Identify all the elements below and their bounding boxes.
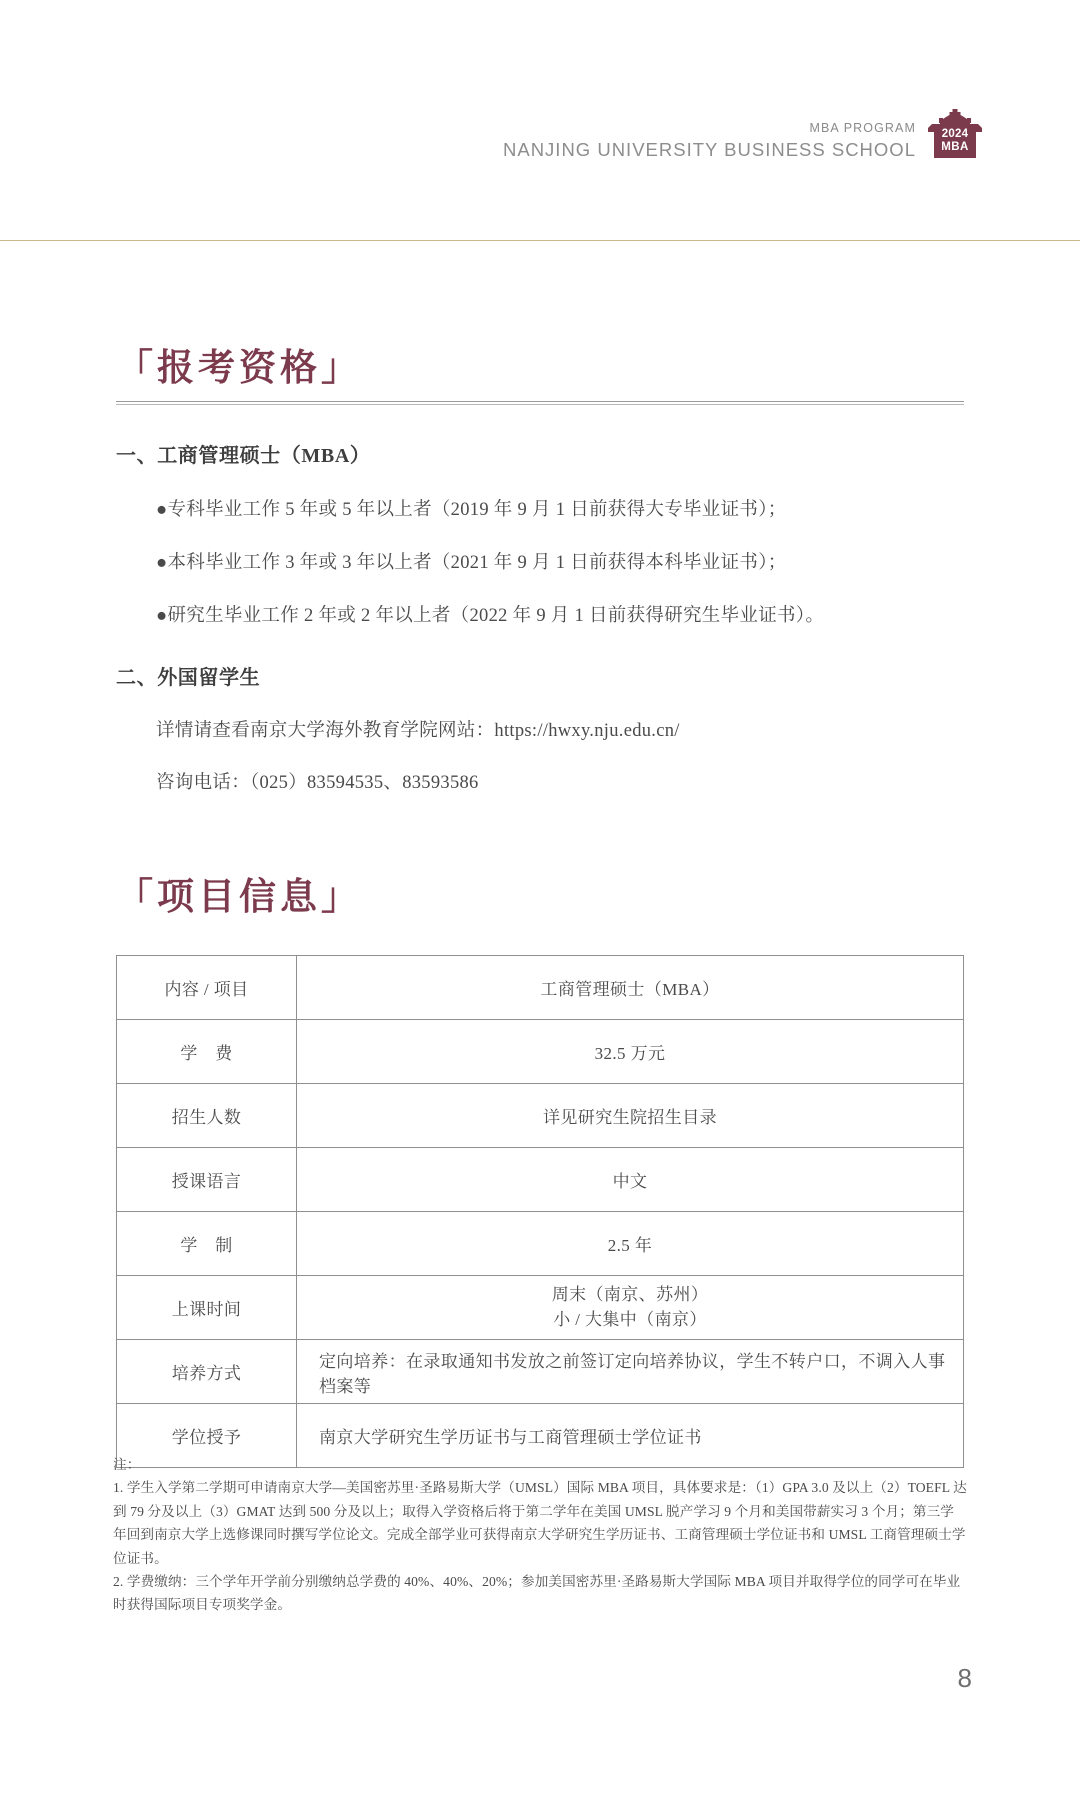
header-divider	[0, 240, 1080, 241]
program-info-table	[116, 955, 964, 1468]
table-cell-value: 南京大学研究生学历证书与工商管理硕士学位证书	[297, 1404, 964, 1468]
table-cell-label: 学 费	[117, 1020, 297, 1084]
table-cell-value: 详见研究生院招生目录	[297, 1084, 964, 1148]
class-time-line-2: 小 / 大集中（南京）	[553, 1309, 707, 1329]
table-cell-value: 工商管理硕士（MBA）	[297, 956, 964, 1020]
table-cell-value: 定向培养：在录取通知书发放之前签订定向培养协议，学生不转户口，不调入人事档案等	[297, 1340, 964, 1404]
class-time-line-1: 周末（南京、苏州）	[551, 1284, 709, 1304]
subheading-mba: 一、工商管理硕士（MBA）	[116, 445, 371, 468]
eligibility-bullet-graduate: ●研究生毕业工作 2 年或 2 年以上者（2022 年 9 月 1 日前获得研究生毕业证书）。	[156, 606, 825, 627]
page-number: 8	[957, 1663, 972, 1693]
table-cell-label: 授课语言	[117, 1148, 297, 1212]
table-row	[117, 1148, 964, 1212]
eligibility-bullet-college: ●专科毕业工作 5 年或 5 年以上者（2019 年 9 月 1 日前获得大专毕业证书）；	[156, 500, 787, 521]
table-cell-value: 32.5 万元	[297, 1020, 964, 1084]
footnote-item-2: 2. 学费缴纳：三个学年开学前分别缴纳总学费的 40%、40%、20%；参加美国密苏里·圣路易斯大学国际 MBA 项目并取得学位的同学可在毕业时获得国际项目专项奖学金。	[113, 1573, 961, 1613]
table-row	[117, 956, 964, 1020]
header-text-block	[503, 121, 916, 160]
table-cell-label: 学 制	[117, 1212, 297, 1276]
footnotes	[113, 1453, 967, 1617]
section-title-program-info: 「项目信息」	[116, 877, 362, 918]
table-cell-label: 培养方式	[117, 1340, 297, 1404]
logo-year-label: 2024	[941, 128, 969, 140]
header-school-label: NANJING UNIVERSITY BUSINESS SCHOOL	[503, 138, 916, 160]
section-rule	[116, 401, 964, 405]
gate-house-icon	[926, 108, 984, 160]
table-cell-value-multiline	[297, 1276, 964, 1340]
table-cell-value: 中文	[297, 1148, 964, 1212]
header-program-label: MBA PROGRAM	[809, 121, 916, 136]
logo-mba-label: MBA	[941, 141, 969, 153]
table-row	[117, 1020, 964, 1084]
table-row	[117, 1340, 964, 1404]
section-admission-eligibility	[116, 346, 964, 794]
subheading-international-students: 二、外国留学生	[116, 667, 261, 690]
overseas-school-website-line[interactable]: 详情请查看南京大学海外教育学院网站：https://hwxy.nju.edu.cn/	[156, 721, 680, 742]
contact-phone-line: 咨询电话：（025）83594535、83593586	[156, 773, 479, 794]
table-row	[117, 1212, 964, 1276]
table-cell-value: 2.5 年	[297, 1212, 964, 1276]
footnote-item-1: 1. 学生入学第二学期可申请南京大学—美国密苏里·圣路易斯大学（UMSL）国际 MBA 项目，具体要求是：（1）GPA 3.0 及以上（2）TOEFL 达到 79 分及以上（3）GMAT 达到 500 分及以上；取得入学资格后将于第二学年在美国 UMSL 脱产学习 9 个月和美国带薪实习 3 个月；第三学年回到南京大学上选修课同时撰写学位论文。完成全部学业可获得南京大学研究生学历证书、工商管理硕士学位证书和 UMSL 工商管理硕士学位证书。	[113, 1480, 967, 1566]
eligibility-bullet-bachelor: ●本科毕业工作 3 年或 3 年以上者（2021 年 9 月 1 日前获得本科毕业证书）；	[156, 553, 787, 574]
section-program-info	[116, 875, 964, 921]
table-cell-label: 上课时间	[117, 1276, 297, 1340]
table-row	[117, 1084, 964, 1148]
footnotes-heading: 注：	[113, 1457, 141, 1472]
table-cell-label: 招生人数	[117, 1084, 297, 1148]
page-header	[503, 108, 984, 160]
table-row	[117, 1276, 964, 1340]
table-cell-label: 内容 / 项目	[117, 956, 297, 1020]
table-cell-label: 学位授予	[117, 1404, 297, 1468]
section-title-eligibility: 「报考资格」	[116, 348, 362, 389]
